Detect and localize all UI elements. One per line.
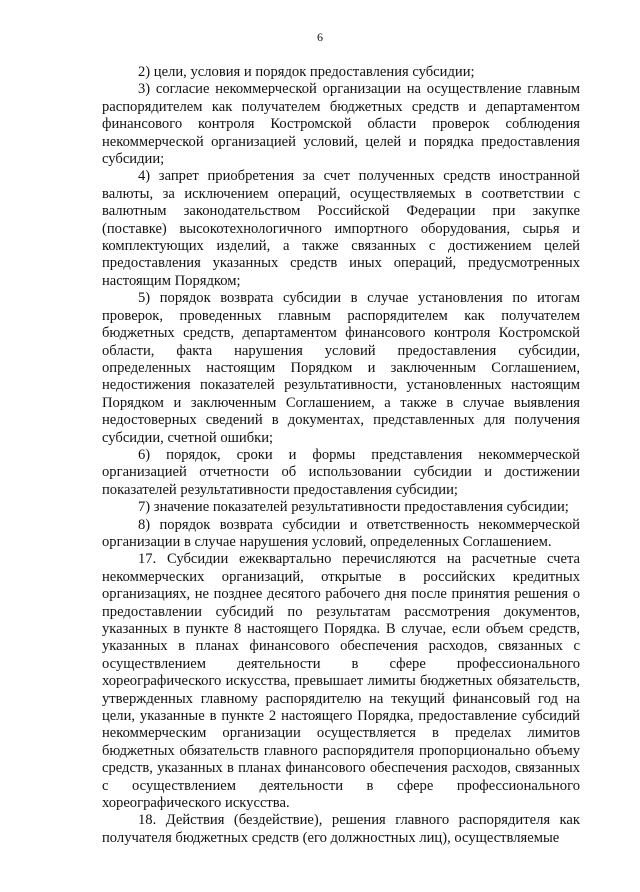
document-body [102, 64, 580, 847]
paragraph-item-4: 4) запрет приобретения за счет полученных средств иностранной валюты, за исключением операций, осуществляемых в соответствии с валютным законодательством Российской Федерации при закупке (поставке) высокотехнологичного импортного оборудования, сырья и комплектующих изделий, а также связанных с достижением целей предоставления указанных средств иных операций, предусмотренных настоящим Порядком; [102, 168, 580, 289]
paragraph-item-8: 8) порядок возврата субсидии и ответственность некоммерческой организации в случае нарушения условий, определенных Соглашением. [102, 516, 580, 550]
paragraph-item-2: 2) цели, условия и порядок предоставления субсидии; [138, 64, 475, 80]
paragraph-item-6: 6) порядок, сроки и формы представления некоммерческой организацией отчетности об использовании субсидии и достижении показателей результативности предоставления субсидии; [102, 446, 580, 498]
paragraph-item-5: 5) порядок возврата субсидии в случае установления по итогам проверок, проведенных главным распорядителем как получателем бюджетных средств, департаментом финансового контроля Костромской области, факта нарушения условий предоставления субсидии, определенных настоящим Порядком и заключенным Соглашением, недостижения показателей результативности, установленных настоящим Порядком и заключенным Соглашением, а также в случае выявления недостоверных сведений в документах, представленных для получения субсидии, счетной ошибки; [102, 290, 580, 446]
paragraph-section-18: 18. Действия (бездействие), решения главного распорядителя как получателя бюджетных средств (его должностных лиц), осуществляемые [102, 812, 580, 846]
paragraph-item-3: 3) согласие некоммерческой организации на осуществление главным распорядителем как получателем бюджетных средств и департаментом финансового контроля Костромской области проверок соблюдения некоммерческой организацией условий, целей и порядка предоставления субсидии; [102, 81, 580, 168]
page-number: 6 [317, 30, 323, 44]
paragraph-section-17: 17. Субсидии ежеквартально перечисляются на расчетные счета некоммерческих организаций, открытые в российских кредитных организациях, не позднее десятого рабочего дня после принятия решения о предоставлении субсидий по результатам рассмотрения документов, указанных в пункте 8 настоящего Порядка. В случае, если объем средств, указанных в планах финансового обеспечения расходов, связанных с осуществлением деятельности в сфере профессионального хореографического искусства, превышает лимиты бюджетных обязательств, утвержденных главному распорядителю на текущий финансовый год на цели, указанные в пункте 2 настоящего Порядка, предоставление субсидий некоммерческим организации осуществляется в пределах лимитов бюджетных обязательств главного распорядителя пропорционально объему средств, указанных в планах финансового обеспечения расходов, связанных с осуществлением деятельности в сфере профессионального хореографического искусства. [102, 551, 580, 812]
paragraph-item-7: 7) значение показателей результативности предоставления субсидии; [138, 499, 569, 516]
